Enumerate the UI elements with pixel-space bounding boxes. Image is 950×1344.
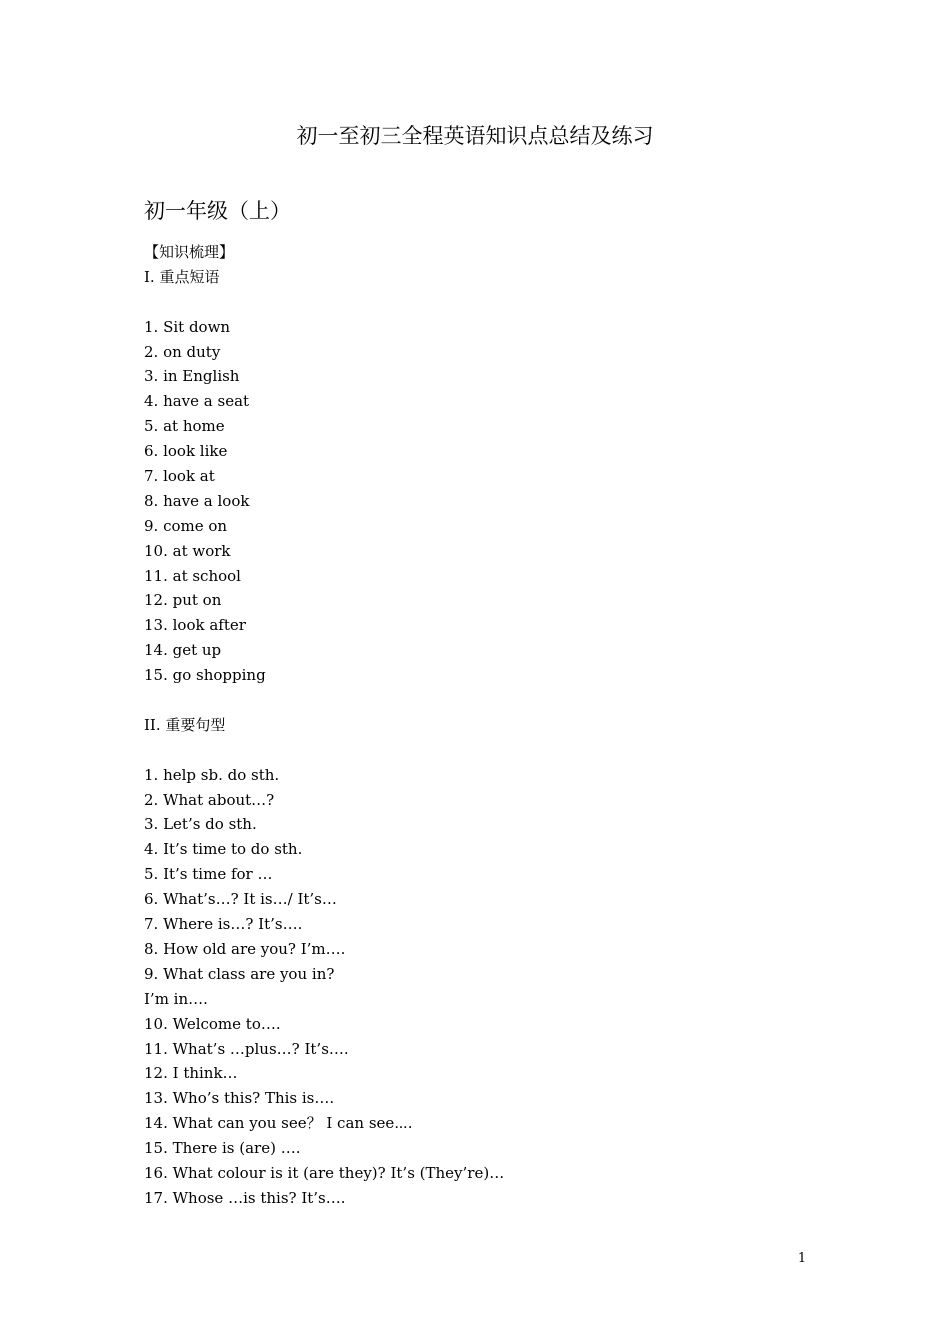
spacer [144, 688, 844, 713]
section-heading-sentences: II. 重要句型 [144, 715, 226, 734]
sentence-pattern-item: 14. What can you see？ I can see⋯. [144, 1114, 413, 1133]
phrase-item: 1. Sit down [144, 317, 231, 336]
spacer [144, 290, 844, 315]
sentence-pattern-item: 13. Who’s this? This is…. [144, 1089, 335, 1108]
phrase-item: 4. have a seat [144, 392, 250, 411]
phrase-item: 8. have a look [144, 491, 250, 510]
section-heading-phrases: I. 重点短语 [144, 267, 220, 286]
sentence-pattern-list [144, 763, 844, 1211]
spacer [144, 738, 844, 763]
sentence-pattern-item: 12. I think… [144, 1064, 238, 1083]
document-content [144, 240, 844, 1211]
section-label: 【知识梳理】 [144, 243, 235, 261]
sentence-pattern-item: 8. How old are you? I’m…. [144, 939, 346, 958]
phrase-item: 13. look after [144, 616, 246, 635]
sentence-pattern-item: 17. Whose …is this? It’s…. [144, 1188, 346, 1207]
phrase-item: 10. at work [144, 541, 231, 560]
sentence-pattern-item: 4. It’s time to do sth. [144, 840, 303, 859]
sentence-pattern-item: 6. What’s…? It is…/ It’s… [144, 890, 337, 909]
grade-heading: 初一年级（上） [144, 199, 291, 223]
phrase-item: 12. put on [144, 591, 222, 610]
sentence-pattern-item: 2. What about…? [144, 790, 275, 809]
phrase-item: 11. at school [144, 566, 241, 585]
sentence-pattern-item: 15. There is (are) …. [144, 1139, 301, 1158]
phrase-item: 6. look like [144, 442, 228, 461]
phrase-item: 9. come on [144, 516, 228, 535]
phrase-item: 14. get up [144, 641, 222, 660]
sentence-pattern-item: 1. help sb. do sth. [144, 765, 280, 784]
sentence-pattern-item: 11. What’s …plus…? It’s…. [144, 1039, 349, 1058]
sentence-pattern-item: 5. It’s time for … [144, 865, 273, 884]
sentence-pattern-item: 16. What colour is it (are they)? It’s (They’re)… [144, 1163, 505, 1182]
sentence-pattern-item: I’m in…. [144, 989, 208, 1008]
document-title: 初一至初三全程英语知识点总结及练习 [296, 124, 654, 148]
sentence-pattern-item: 3. Let’s do sth. [144, 815, 257, 834]
phrase-item: 3. in English [144, 367, 240, 386]
phrase-item: 5. at home [144, 417, 225, 436]
page-number: 1 [797, 1251, 807, 1266]
sentence-pattern-item: 9. What class are you in? [144, 964, 335, 983]
phrase-list [144, 315, 844, 688]
sentence-pattern-item: 7. Where is…? It’s…. [144, 915, 303, 934]
phrase-item: 7. look at [144, 467, 215, 486]
phrase-item: 15. go shopping [144, 666, 266, 685]
phrase-item: 2. on duty [144, 342, 221, 361]
sentence-pattern-item: 10. Welcome to…. [144, 1014, 281, 1033]
